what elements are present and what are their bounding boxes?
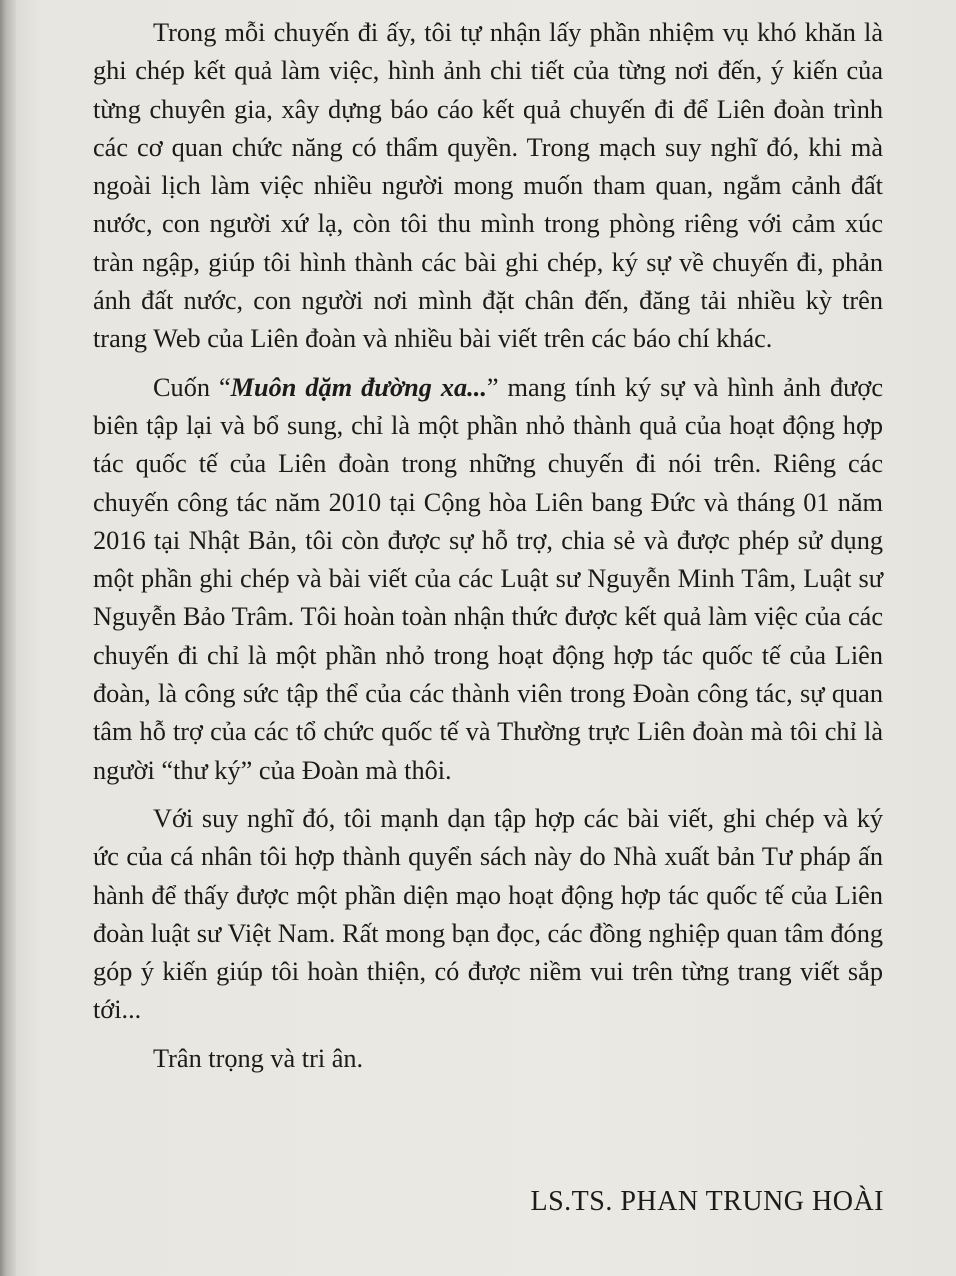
paragraph-2-rest: ” mang tính ký sự và hình ảnh được biên tập lại và bổ sung, chỉ là một phần nhỏ thành quả của hoạt động hợp tác quốc tế của Liên đoàn trong những chuyến đi nói trên. Riêng các chuyến công tác năm 2010 tại Cộng hòa Liên bang Đức và tháng 01 năm 2016 tại Nhật Bản, tôi còn được sự hỗ trợ, chia sẻ và được phép sử dụng một phần ghi chép và bài viết của các Luật sư Nguyễn Minh Tâm, Luật sư Nguyễn Bảo Trâm. Tôi hoàn toàn nhận thức được kết quả làm việc của các chuyến đi chỉ là một phần nhỏ trong hoạt động hợp tác quốc tế của Liên đoàn, là công sức tập thể của các thành viên trong Đoàn công tác, sự quan tâm hỗ trợ của các tổ chức quốc tế và Thường trực Liên đoàn mà tôi chỉ là người “thư ký” của Đoàn mà thôi. [93, 372, 883, 785]
book-title: Muôn dặm đường xa... [230, 372, 487, 402]
paragraph-2 [93, 369, 883, 790]
body-text [93, 14, 883, 1078]
closing-line: Trân trọng và tri ân. [153, 1043, 364, 1073]
paragraph-3: Với suy nghĩ đó, tôi mạnh dạn tập hợp các bài viết, ghi chép và ký ức của cá nhân tôi hợp thành quyển sách này do Nhà xuất bản Tư pháp ấn hành để thấy được một phần diện mạo hoạt động hợp tác quốc tế của Liên đoàn luật sư Việt Nam. Rất mong bạn đọc, các đồng nghiệp quan tâm đóng góp ý kiến giúp tôi hoàn thiện, có được niềm vui trên từng trang viết sắp tới... [93, 803, 883, 1025]
author-signature: LS.TS. PHAN TRUNG HOÀI [530, 1186, 884, 1217]
paragraph-2-lead: Cuốn “ [153, 372, 231, 402]
paragraph-1: Trong mỗi chuyến đi ấy, tôi tự nhận lấy phần nhiệm vụ khó khăn là ghi chép kết quả làm việc, hình ảnh chi tiết của từng nơi đến, ý kiến của từng chuyên gia, xây dựng báo cáo kết quả chuyến đi để Liên đoàn trình các cơ quan chức năng có thẩm quyền. Trong mạch suy nghĩ đó, khi mà ngoài lịch làm việc nhiều người mong muốn tham quan, ngắm cảnh đất nước, con người xứ lạ, còn tôi thu mình trong phòng riêng với cảm xúc tràn ngập, giúp tôi hình thành các bài ghi chép, ký sự về chuyến đi, phản ánh đất nước, con người nơi mình đặt chân đến, đăng tải nhiều kỳ trên trang Web của Liên đoàn và nhiều bài viết trên các báo chí khác. [93, 18, 883, 354]
book-binding-edge [0, 0, 16, 1276]
